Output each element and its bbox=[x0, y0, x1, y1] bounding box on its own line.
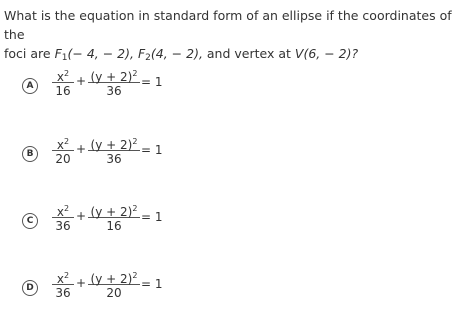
option-c[interactable] bbox=[18, 201, 218, 241]
plus-sign: + bbox=[76, 209, 87, 223]
focus-1: $F_1(- 4$, − 2), bbox=[54, 46, 138, 63]
equals-one: = 1 bbox=[141, 210, 163, 224]
option-d[interactable] bbox=[18, 268, 218, 308]
option-b[interactable] bbox=[18, 134, 218, 174]
x-fraction: $x^2$ 36 bbox=[52, 201, 74, 234]
equals-one: = 1 bbox=[141, 75, 163, 89]
equals-one: = 1 bbox=[141, 143, 163, 157]
question-text bbox=[4, 6, 470, 68]
option-b-badge[interactable]: B bbox=[22, 146, 38, 162]
plus-sign: + bbox=[76, 142, 87, 156]
question-line-2: foci are $F_1(- 4$, − 2), $F_2(4$, − 2), and vertex at V(6, − 2)? bbox=[4, 46, 359, 63]
y-fraction: $(y + 2)^2$ 16 bbox=[88, 201, 140, 234]
option-c-badge[interactable]: C bbox=[22, 213, 38, 229]
question-line-1: What is the equation in standard form of an ellipse if the coordinates of the bbox=[4, 8, 452, 42]
x-fraction: $x^2$ 16 bbox=[52, 66, 74, 99]
y-fraction: $(y + 2)^2$ 36 bbox=[88, 66, 140, 99]
focus-2: $F_2(4$, − 2), bbox=[137, 46, 203, 63]
x-fraction: $x^2$ 36 bbox=[52, 268, 74, 301]
option-a[interactable] bbox=[18, 66, 218, 106]
y-fraction: $(y + 2)^2$ 20 bbox=[88, 268, 140, 301]
vertex: V(6, − 2)? bbox=[294, 46, 359, 61]
y-fraction: $(y + 2)^2$ 36 bbox=[88, 134, 140, 167]
option-d-badge[interactable]: D bbox=[22, 280, 38, 296]
x-fraction: $x^2$ 20 bbox=[52, 134, 74, 167]
option-a-badge[interactable]: A bbox=[22, 78, 38, 94]
plus-sign: + bbox=[76, 74, 87, 88]
equals-one: = 1 bbox=[141, 277, 163, 291]
plus-sign: + bbox=[76, 276, 87, 290]
